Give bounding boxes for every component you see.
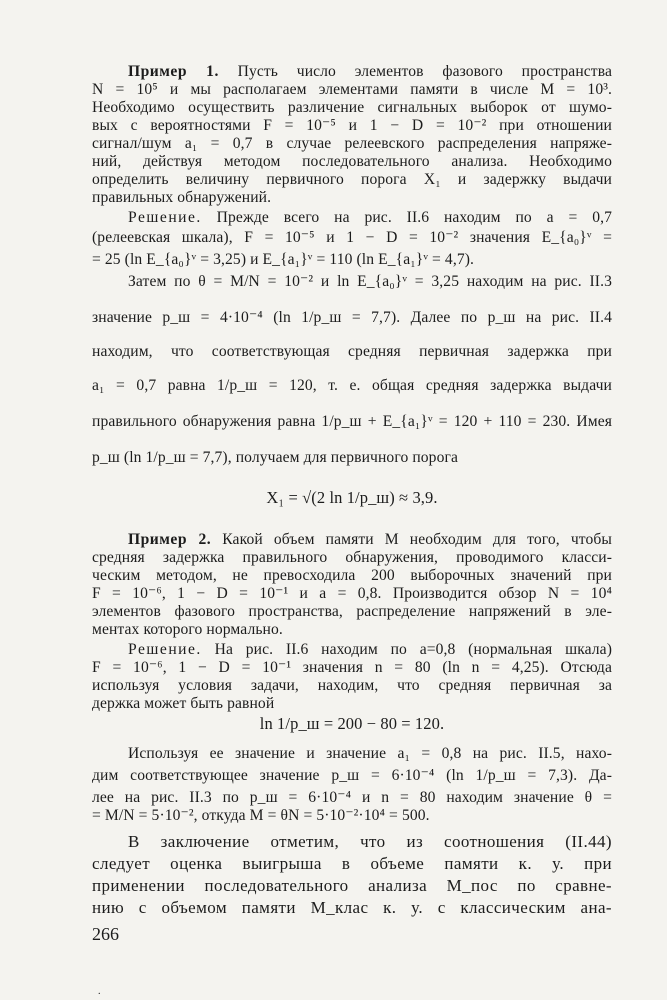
example1-line-3: Необходимо осуществить различение сигнальных выборок от шумо- — [92, 99, 612, 116]
conclusion-line-2: следует оценка выигрыша в объеме памяти к. у. при — [92, 854, 612, 873]
page-number: 266 — [92, 924, 119, 944]
conclusion-line-3: применении последовательного анализа M_пос по сравне- — [92, 876, 612, 895]
solution2-line-6: дим соответствующее значение p_ш = 6·10⁻⁴ (ln 1/p_ш = 7,3). Да- — [92, 767, 612, 784]
solution1-line-6: находим, что соответствующая средняя первичная задержка при — [92, 343, 612, 360]
solution1-line-5: значение p_ш = 4·10⁻⁴ (ln 1/p_ш = 7,7). Далее по p_ш на рис. II.4 — [92, 309, 612, 326]
solution1-line-7: a₁ = 0,7 равна 1/p_ш = 120, т. е. общая средняя задержка выдачи — [92, 377, 612, 394]
solution1-line-2: (релеевская шкала), F = 10⁻⁵ и 1 − D = 10⁻² значения E_{a₀}ᵛ = — [92, 229, 612, 246]
solution1-line-4: Затем по θ = M/N = 10⁻² и ln E_{a₀}ᵛ = 3,25 находим на рис. II.3 — [128, 273, 612, 290]
example2-line-3: ческим методом, не превосходила 200 выборочных значений при — [92, 567, 612, 584]
solution2-line-1: Решение. На рис. II.6 находим по a=0,8 (нормальная шкала) — [128, 641, 612, 658]
conclusion-line-1: В заключение отметим, что из соотношения (II.44) — [128, 832, 612, 851]
solution1-line-9: p_ш (ln 1/p_ш = 7,7), получаем для первичного порога — [92, 449, 458, 466]
example1-line-1: Пример 1. Пусть число элементов фазового пространства — [128, 63, 612, 80]
example2-line-1: Пример 2. Какой объем памяти M необходим для того, чтобы — [128, 531, 612, 548]
example2-line-5: элементов фазового пространства, распределение напряжений в эле- — [92, 603, 612, 620]
example1-line-6: ний, действуя методом последовательного анализа. Необходимо — [92, 153, 612, 170]
solution1-formula: X₁ = √(2 ln 1/p_ш) ≈ 3,9. — [266, 488, 438, 507]
example1-line-5: сигнал/шум a₁ = 0,7 в случае релеевского распределения напряже- — [92, 135, 612, 152]
bottom-mark: . — [98, 986, 101, 997]
solution1-line-1: Решение. Прежде всего на рис. II.6 находим по a = 0,7 — [128, 209, 612, 226]
example1-line-8: правильных обнаружений. — [92, 189, 272, 206]
example2-line-4: F = 10⁻⁶, 1 − D = 10⁻¹ и a = 0,8. Производится обзор N = 10⁴ — [92, 585, 612, 602]
solution1-heading: Решение. — [128, 209, 202, 226]
example2-line-6: ментах которого нормально. — [92, 621, 283, 638]
example1-line-7: определить величину первичного порога X₁ и задержку выдачи — [92, 171, 612, 188]
solution2-line-3: используя условия задачи, находим, что средняя первичная за — [92, 677, 612, 694]
solution2-line-2: F = 10⁻⁶, 1 − D = 10⁻¹ значения n = 80 (ln n = 4,25). Отсюда — [92, 659, 612, 676]
solution2-line-5: Используя ее значение и значение a₁ = 0,8 на рис. II.5, нахо- — [128, 745, 612, 762]
solution1-line-8: правильного обнаружения равна 1/p_ш + E_{a₁}ᵛ = 120 + 110 = 230. Имея — [92, 413, 612, 430]
solution2-line-4: держка может быть равной — [92, 695, 275, 712]
solution2-line-7: лее на рис. II.3 по p_ш = 6·10⁻⁴ и n = 80 находим значение θ = — [92, 789, 612, 806]
example2-line-2: средняя задержка правильного обнаружения, проводимого класси- — [92, 549, 612, 566]
solution2-line-8: = M/N = 5·10⁻², откуда M = θN = 5·10⁻²·10⁴ = 500. — [92, 807, 430, 824]
conclusion-line-4: нию с объемом памяти M_клас к. у. с классическим ана- — [92, 898, 612, 917]
solution2-heading: Решение. — [128, 641, 202, 658]
example1-line-4: вых с вероятностями F = 10⁻⁵ и 1 − D = 10⁻² при отношении — [92, 117, 612, 134]
example1-heading: Пример 1. — [128, 63, 219, 80]
example1-line-2: N = 10⁵ и мы располагаем элементами памяти в числе M = 10³. — [92, 81, 612, 98]
solution1-line-3: = 25 (ln E_{a₀}ᵛ = 3,25) и E_{a₁}ᵛ = 110 (ln E_{a₁}ᵛ = 4,7). — [92, 251, 475, 268]
example2-heading: Пример 2. — [128, 531, 212, 548]
solution2-formula: ln 1/p_ш = 200 − 80 = 120. — [259, 714, 445, 733]
